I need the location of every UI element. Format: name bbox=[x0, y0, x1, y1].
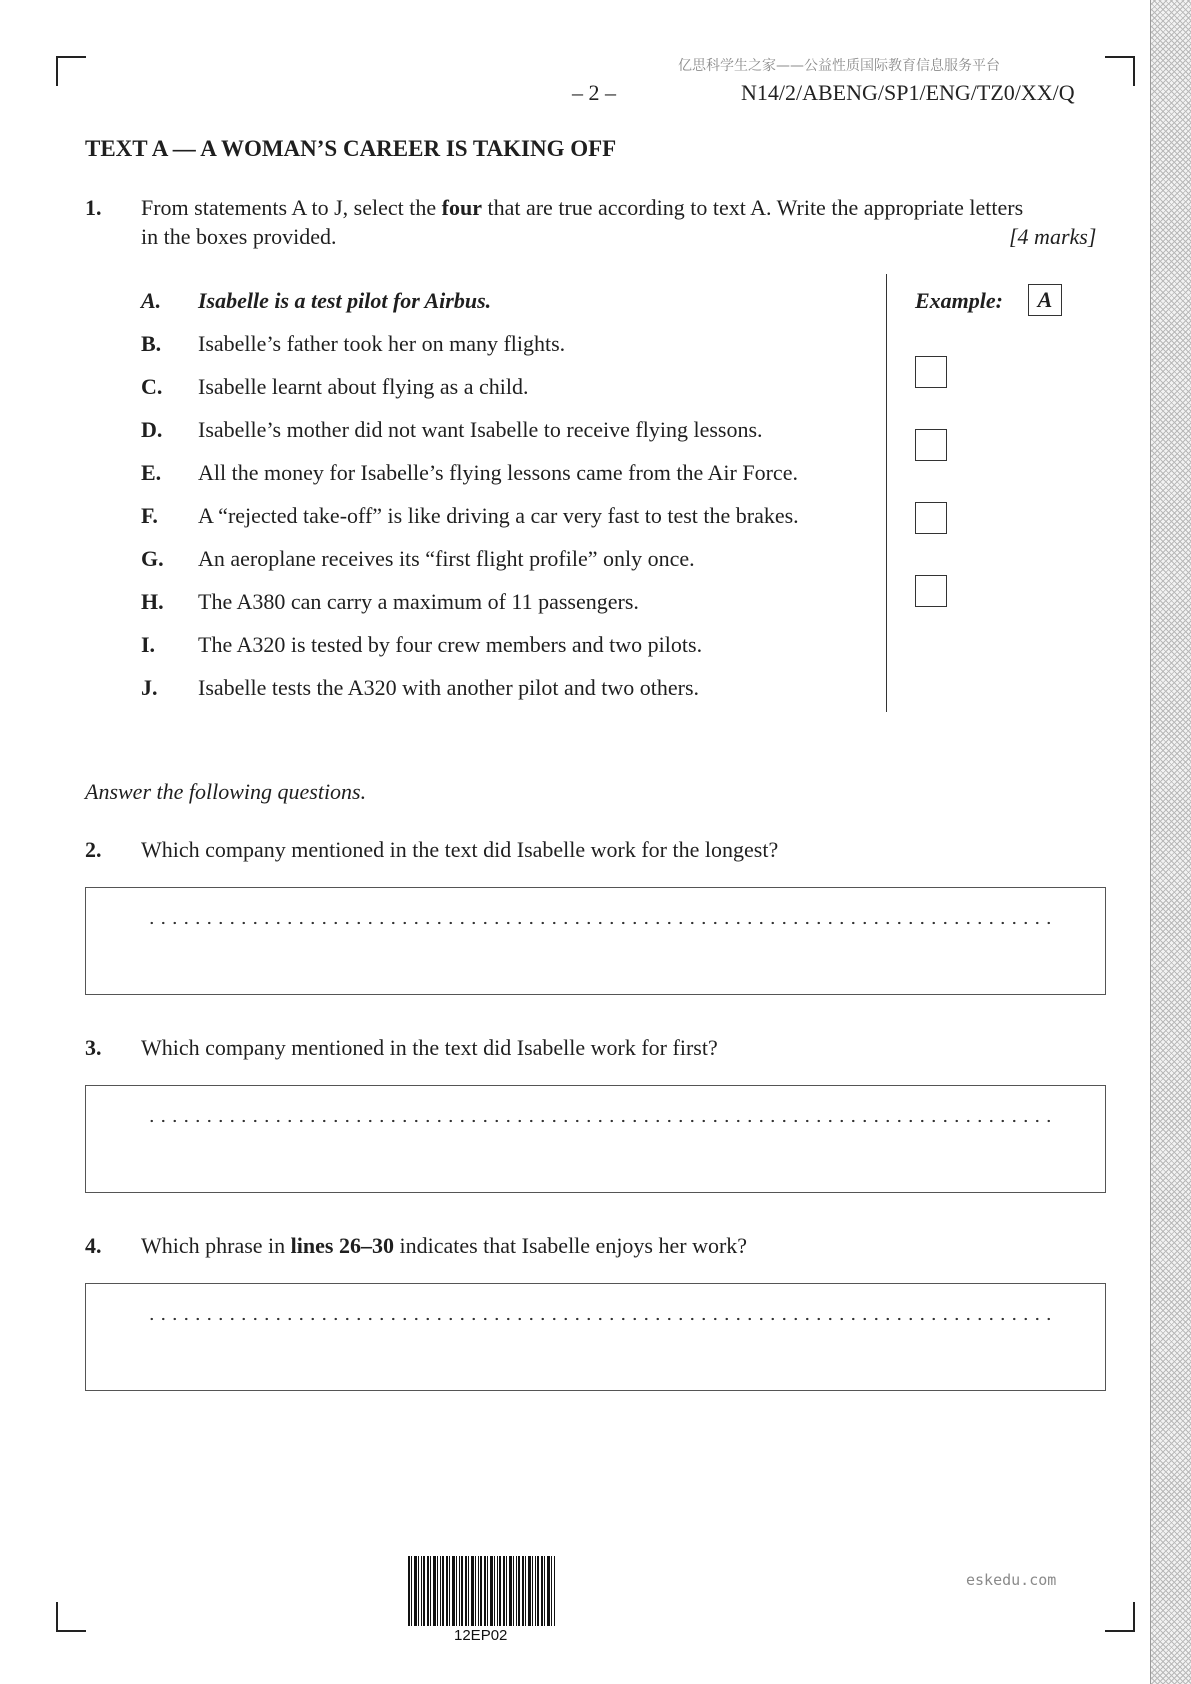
statement-text: Isabelle tests the A320 with another pilot and two others. bbox=[198, 675, 700, 700]
example-answer-box: A bbox=[1028, 284, 1062, 316]
q2-text: Which company mentioned in the text did Isabelle work for the longest? bbox=[141, 837, 779, 862]
statement-letter: D. bbox=[141, 417, 163, 442]
q3-text: Which company mentioned in the text did Isabelle work for first? bbox=[141, 1035, 718, 1060]
example-label: Example: bbox=[915, 288, 1003, 313]
header-watermark: 亿思科学生之家——公益性质国际教育信息服务平台 bbox=[678, 58, 1000, 74]
q2-answer-box[interactable] bbox=[85, 887, 1106, 995]
answer-box-4[interactable] bbox=[915, 575, 947, 607]
statement-text: All the money for Isabelle’s flying lessons came from the Air Force. bbox=[198, 460, 798, 485]
q1-prompt-after: that are true according to text A. Write the appropriate letters bbox=[481, 195, 1024, 220]
answer-dotted-line bbox=[146, 1114, 1051, 1128]
statement-text: The A380 can carry a maximum of 11 passengers. bbox=[198, 589, 639, 614]
q1-prompt-line2: in the boxes provided. bbox=[141, 224, 337, 249]
crop-mark-bottom-left bbox=[56, 1602, 86, 1632]
q4-text-after: indicates that Isabelle enjoys her work? bbox=[393, 1233, 748, 1258]
q4-text-bold: lines 26–30 bbox=[290, 1233, 394, 1258]
statement-letter: J. bbox=[141, 675, 158, 700]
answer-dotted-line bbox=[146, 1312, 1051, 1326]
statement-letter: H. bbox=[141, 589, 164, 614]
q4-text bbox=[141, 1233, 747, 1259]
answer-column-divider bbox=[886, 274, 887, 712]
statement-letter: B. bbox=[141, 331, 162, 356]
statement-text: Isabelle is a test pilot for Airbus. bbox=[198, 288, 492, 313]
paper-code: N14/2/ABENG/SP1/ENG/TZ0/XX/Q bbox=[741, 80, 1075, 105]
statement-text: Isabelle learnt about flying as a child. bbox=[198, 374, 529, 399]
footer-watermark: eskedu.com bbox=[966, 1571, 1057, 1589]
barcode bbox=[408, 1556, 556, 1626]
statement-text: Isabelle’s mother did not want Isabelle to receive flying lessons. bbox=[198, 417, 763, 442]
q4-text-before: Which phrase in bbox=[141, 1233, 291, 1258]
crop-mark-bottom-right bbox=[1105, 1602, 1135, 1632]
statement-letter: C. bbox=[141, 374, 163, 399]
crop-mark-top-left bbox=[56, 56, 86, 86]
statement-letter: E. bbox=[141, 460, 162, 485]
answer-box-3[interactable] bbox=[915, 502, 947, 534]
q2-number: 2. bbox=[85, 837, 102, 862]
statement-text: The A320 is tested by four crew members and two pilots. bbox=[198, 632, 703, 657]
statement-letter: G. bbox=[141, 546, 164, 571]
q3-number: 3. bbox=[85, 1035, 102, 1060]
q3-answer-box[interactable] bbox=[85, 1085, 1106, 1193]
q1-prompt-before: From statements A to J, select the bbox=[141, 195, 442, 220]
q4-number: 4. bbox=[85, 1233, 102, 1258]
statement-letter: I. bbox=[141, 632, 156, 657]
q1-prompt bbox=[141, 195, 1023, 221]
statement-letter: F. bbox=[141, 503, 158, 528]
answer-dotted-line bbox=[146, 916, 1051, 930]
statement-letter: A. bbox=[141, 288, 162, 313]
margin-hatch-strip bbox=[1150, 0, 1191, 1684]
q4-answer-box[interactable] bbox=[85, 1283, 1106, 1391]
answer-box-1[interactable] bbox=[915, 356, 947, 388]
statement-text: An aeroplane receives its “first flight profile” only once. bbox=[198, 546, 695, 571]
q1-number: 1. bbox=[85, 195, 102, 220]
barcode-label: 12EP02 bbox=[454, 1627, 508, 1644]
page-number: – 2 – bbox=[572, 80, 616, 105]
crop-mark-top-right bbox=[1105, 56, 1135, 86]
q1-marks: [4 marks] bbox=[1009, 224, 1097, 249]
section-title: TEXT A — A WOMAN’S CAREER IS TAKING OFF bbox=[85, 136, 617, 161]
q1-prompt-bold: four bbox=[441, 195, 482, 220]
answer-box-2[interactable] bbox=[915, 429, 947, 461]
instructions: Answer the following questions. bbox=[85, 779, 367, 804]
statement-text: Isabelle’s father took her on many flights. bbox=[198, 331, 566, 356]
statement-text: A “rejected take-off” is like driving a car very fast to test the brakes. bbox=[198, 503, 799, 528]
